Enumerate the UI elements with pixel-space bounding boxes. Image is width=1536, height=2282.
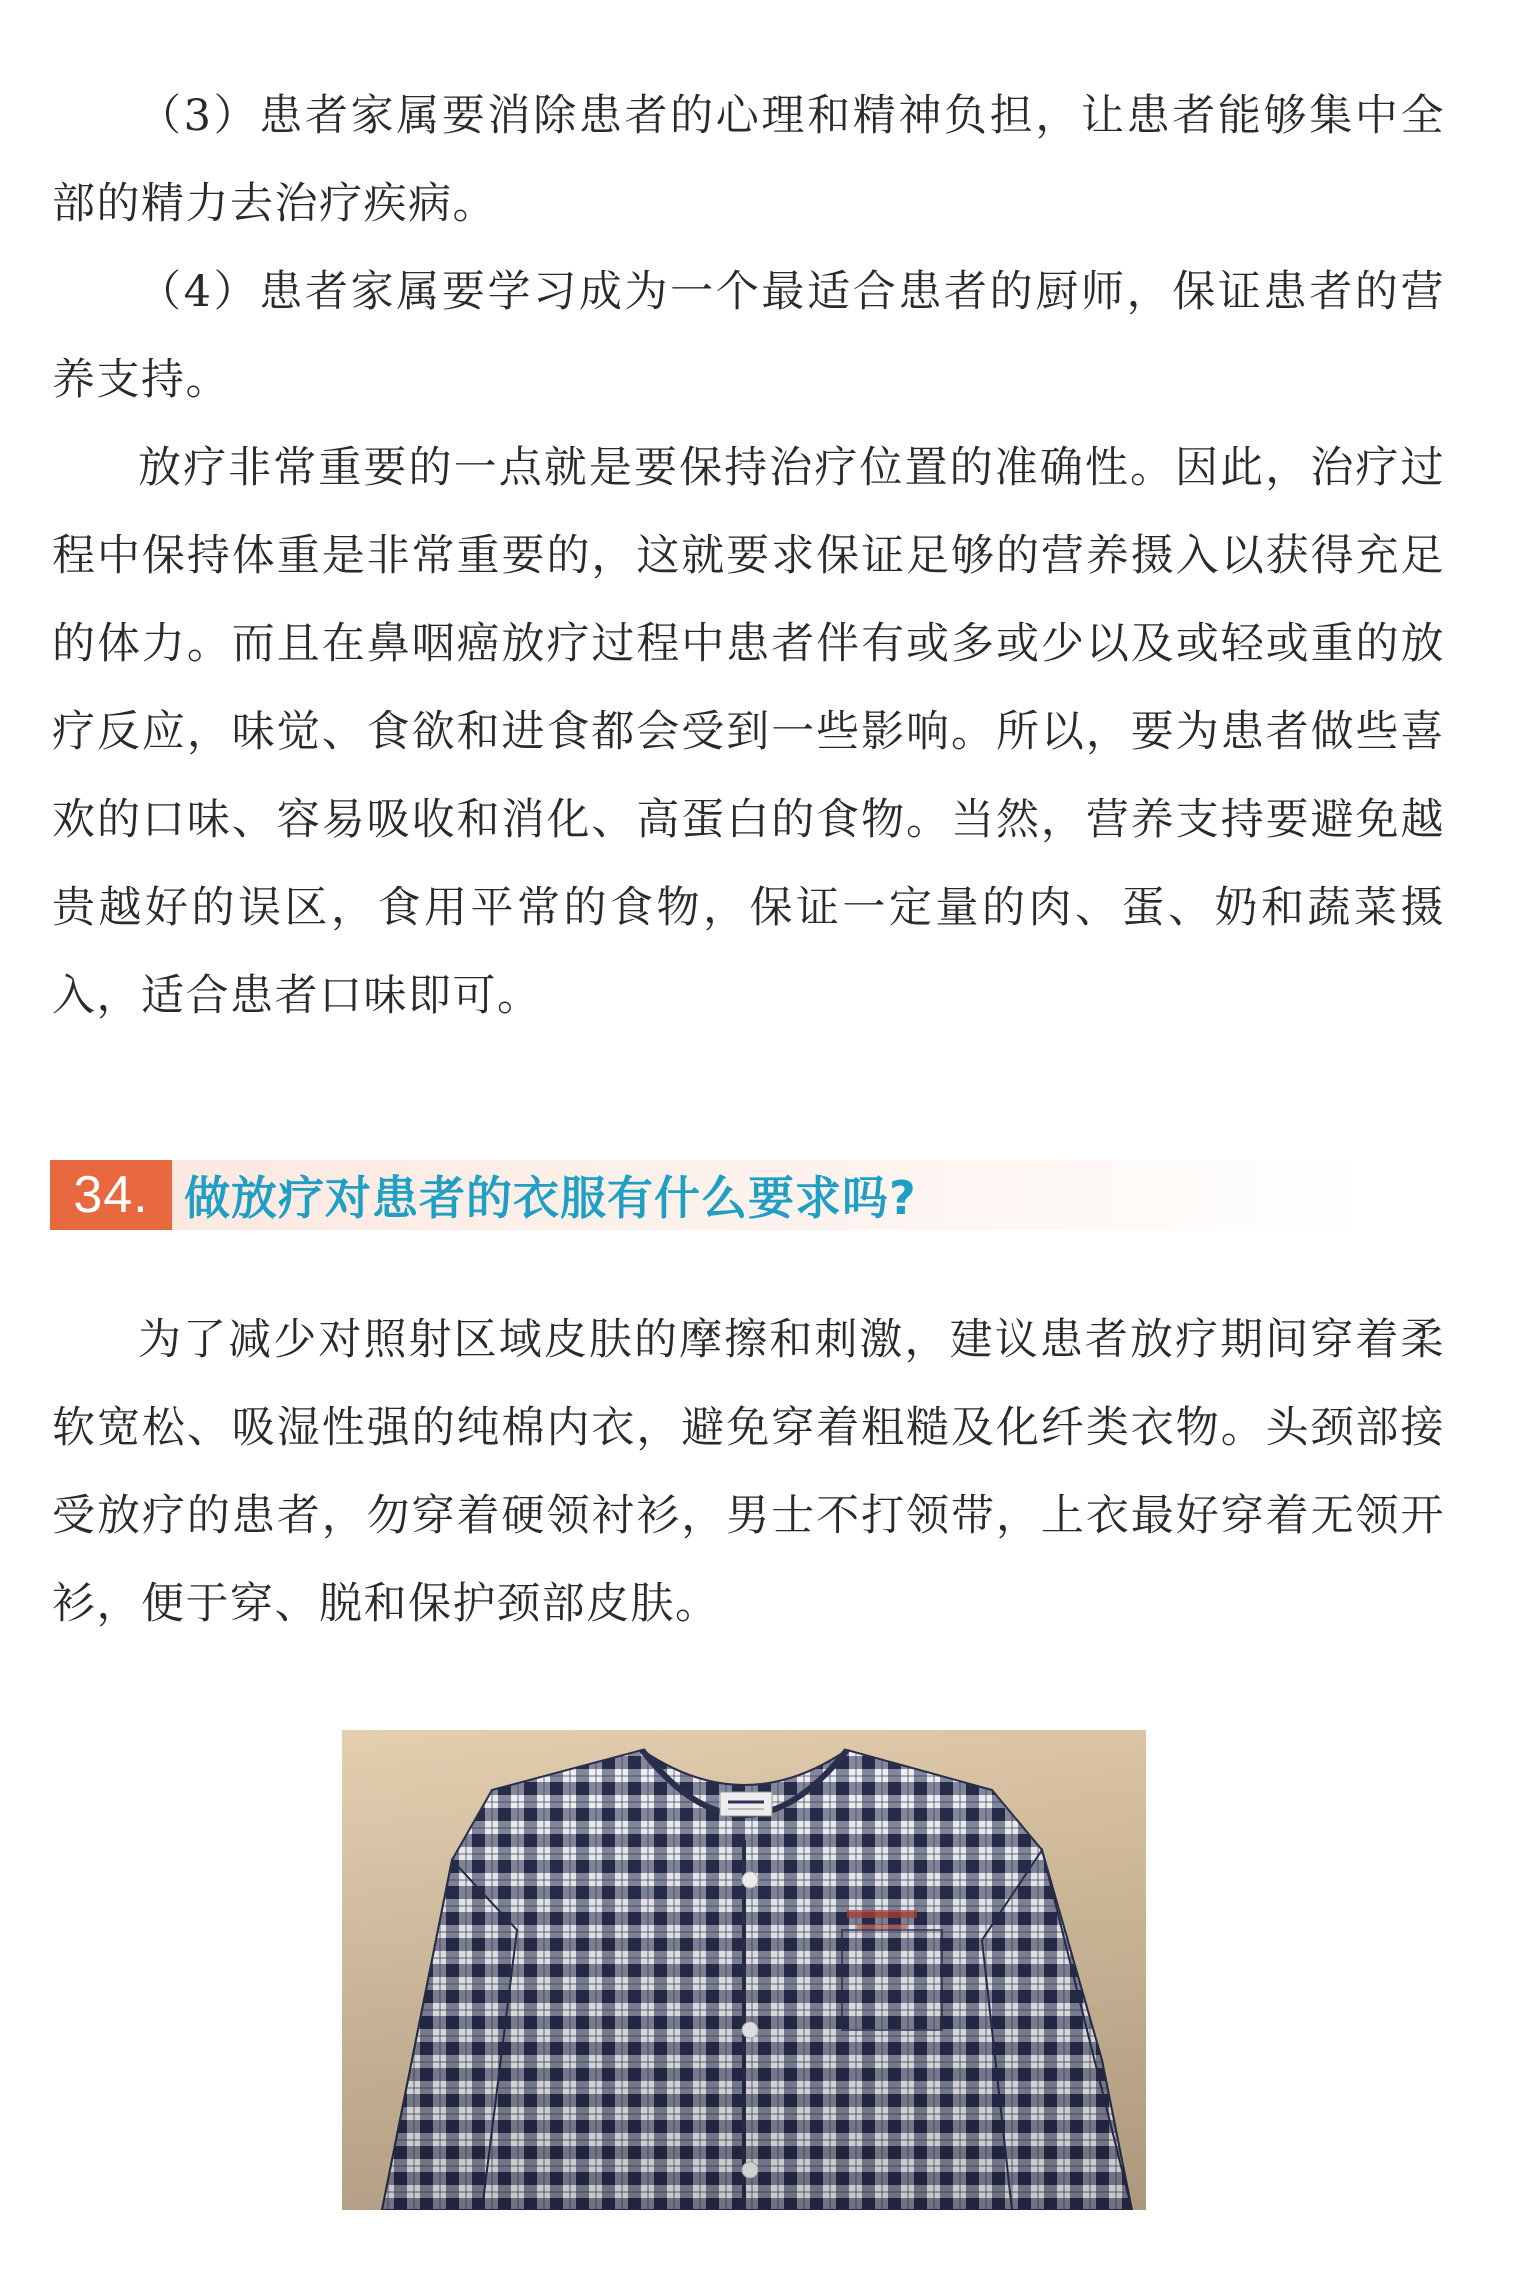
clothing-photo — [342, 1730, 1146, 2210]
section-heading — [50, 1160, 1370, 1230]
paragraph-nutrition: 放疗非常重要的一点就是要保持治疗位置的准确性。因此，治疗过程中保持体重是非常重要的，这就要求保证足够的营养摄入以获得充足的体力。而且在鼻咽癌放疗过程中患者伴有或多或少以及或轻或重的放疗反应，味觉、食欲和进食都会受到一些影响。所以，要为患者做些喜欢的口味、容易吸收和消化、高蛋白的食物。当然，营养支持要避免越贵越好的误区，食用平常的食物，保证一定量的肉、蛋、奶和蔬菜摄入，适合患者口味即可。 — [52, 443, 1445, 1021]
plaid-shirt-illustration — [342, 1730, 1146, 2210]
paragraph-item-3: （3）患者家属要消除患者的心理和精神负担，让患者能够集中全部的精力去治疗疾病。 — [52, 91, 1445, 229]
paragraph-clothing: 为了减少对照射区域皮肤的摩擦和刺激，建议患者放疗期间穿着柔软宽松、吸湿性强的纯棉内衣，避免穿着粗糙及化纤类衣物。头颈部接受放疗的患者，勿穿着硬领衬衫，男士不打领带，上衣最好穿着无领开衫，便于穿、脱和保护颈部皮肤。 — [52, 1315, 1445, 1629]
section-title-bar — [172, 1160, 1370, 1230]
section-title: 做放疗对患者的衣服有什么要求吗? — [184, 1171, 917, 1225]
section-number: 34. — [50, 1160, 172, 1230]
paragraph-item-4: （4）患者家属要学习成为一个最适合患者的厨师，保证患者的营养支持。 — [52, 267, 1445, 405]
